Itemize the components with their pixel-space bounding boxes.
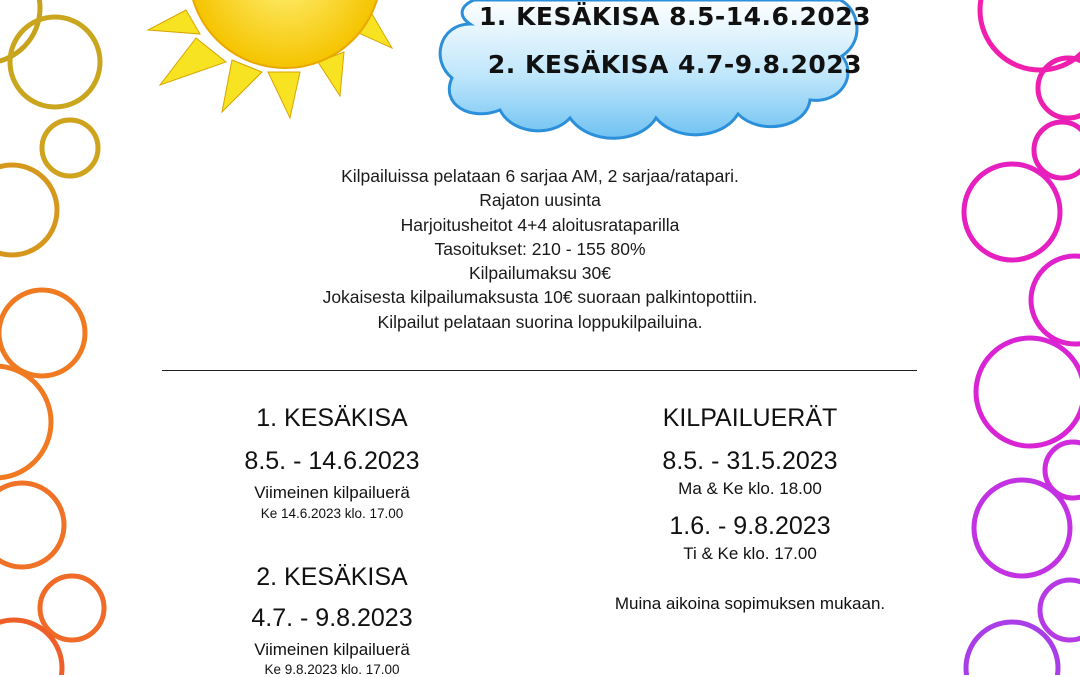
rules-block xyxy=(240,164,840,334)
period1-dates: 8.5. - 31.5.2023 xyxy=(662,447,838,475)
rules-line: Rajaton uusinta xyxy=(479,190,601,211)
kisa1-title: 1. KESÄKISA xyxy=(256,404,408,432)
right-ring-border xyxy=(964,0,1080,675)
kisa1-dates: 8.5. - 14.6.2023 xyxy=(244,447,420,475)
kisa1-last-label: Viimeinen kilpailuerä xyxy=(254,483,410,502)
banner-line-1: 1. KESÄKISA 8.5-14.6.2023 xyxy=(478,2,872,31)
other-times-note: Muina aikoina sopimuksen mukaan. xyxy=(614,594,886,613)
period2-dates: 1.6. - 9.8.2023 xyxy=(669,512,831,540)
rules-line: Kilpailut pelataan suorina loppukilpailuina. xyxy=(377,311,703,332)
rules-line: Tasoitukset: 210 - 155 80% xyxy=(434,238,646,259)
kisa2-title: 2. KESÄKISA xyxy=(256,563,408,591)
rules-line: Jokaisesta kilpailumaksusta 10€ suoraan palkintopottiin. xyxy=(322,287,758,308)
rules-line: Harjoitusheitot 4+4 aloitusrataparilla xyxy=(400,214,680,235)
left-ring-border xyxy=(0,0,104,675)
divider xyxy=(162,370,917,371)
rules-line: Kilpailuissa pelataan 6 sarjaa AM, 2 sarjaa/ratapari. xyxy=(341,166,739,186)
kisa2-dates: 4.7. - 9.8.2023 xyxy=(251,604,413,632)
kisa2-last-time: Ke 9.8.2023 klo. 17.00 xyxy=(264,662,400,677)
sun-icon xyxy=(148,0,392,118)
banner-line-2: 2. KESÄKISA 4.7-9.8.2023 xyxy=(487,50,863,79)
rounds-title: KILPAILUERÄT xyxy=(662,404,838,432)
period2-times: Ti & Ke klo. 17.00 xyxy=(683,544,817,563)
period1-times: Ma & Ke klo. 18.00 xyxy=(678,479,822,498)
kisa1-last-time: Ke 14.6.2023 klo. 17.00 xyxy=(260,506,404,521)
rules-line: Kilpailumaksu 30€ xyxy=(468,263,612,284)
kisa2-last-label: Viimeinen kilpailuerä xyxy=(254,640,410,659)
